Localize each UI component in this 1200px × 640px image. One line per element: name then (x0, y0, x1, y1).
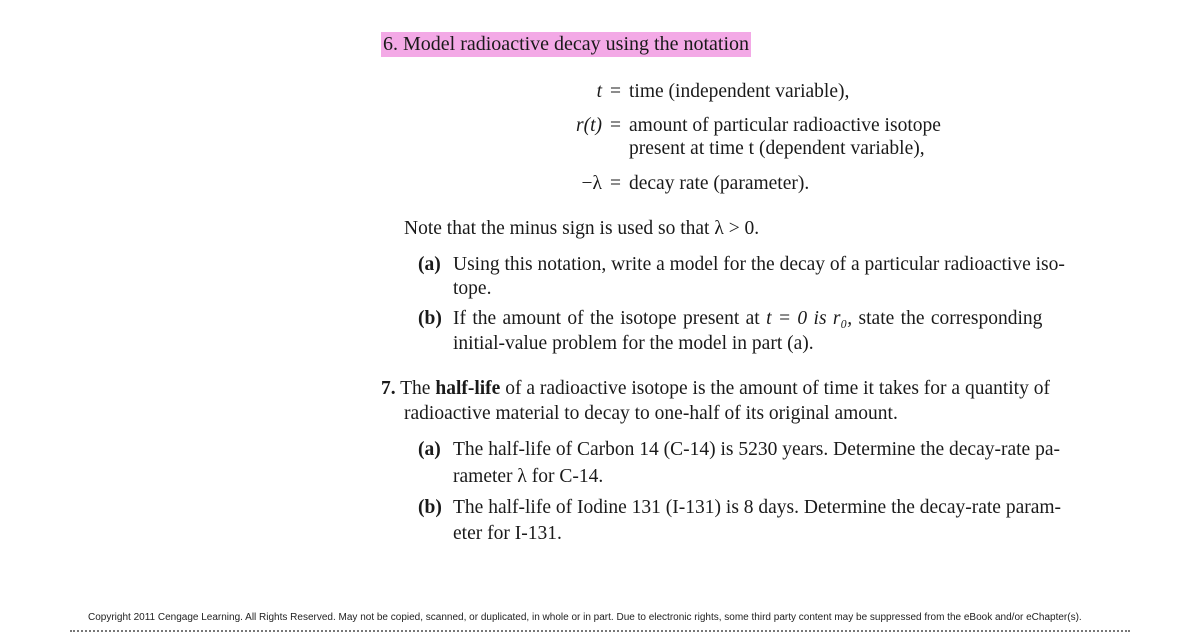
part-7a-line2: rameter λ for C-14. (453, 466, 604, 487)
part-6b-label: (b) (418, 308, 442, 329)
part-7b-label: (b) (418, 497, 442, 518)
part-6b-line1-math: t = 0 is r₀, (766, 308, 853, 329)
problem-7-number: 7. (381, 378, 396, 399)
part-6b-line2: initial-value problem for the model in part (a). (453, 333, 814, 354)
note-math: λ > 0. (714, 218, 760, 239)
part-7a-line1: The half-life of Carbon 14 (C-14) is 5230 years. Determine the decay-rate pa- (453, 439, 1060, 460)
part-6b-line1 (453, 307, 1042, 331)
notation-rhs-r-line1: amount of particular radioactive isotope (629, 115, 941, 136)
copyright-notice: Copyright 2011 Cengage Learning. All Rights Reserved. May not be copied, scanned, or duplicated, in whole or in part. Due to electronic rights, some third party content may be suppressed from the eBook and/or eChapter(s). (88, 612, 1082, 623)
notation-equals-1: = (610, 81, 621, 102)
problem-6-heading: 6. Model radioactive decay using the notation (383, 33, 750, 55)
notation-equals-3: = (610, 173, 621, 194)
part-7a-label: (a) (418, 439, 441, 460)
notation-rhs-t: time (independent variable), (629, 81, 850, 102)
part-6a-line2: tope. (453, 278, 492, 299)
problem-7-line2: radioactive material to decay to one-half of its original amount. (404, 403, 898, 424)
problem-7-line1 (381, 377, 1050, 401)
part-6a-line1: Using this notation, write a model for the decay of a particular radioactive iso- (453, 254, 1065, 275)
notation-rhs-r-line2: present at time t (dependent variable), (629, 138, 925, 159)
notation-lhs-t: t (596, 81, 602, 102)
problem-7-line1-rest: of a radioactive isotope is the amount of time it takes for a quantity of (500, 378, 1050, 399)
notation-equals-2: = (610, 115, 621, 136)
notation-lhs-r: r(t) (576, 115, 602, 136)
part-7b-line1: The half-life of Iodine 131 (I-131) is 8 days. Determine the decay-rate param- (453, 497, 1062, 518)
notation-rhs-lambda: decay rate (parameter). (629, 173, 810, 194)
part-6b-line1-pre: If the amount of the isotope present at (453, 308, 767, 329)
part-6b-line1-post: state the corresponding (852, 308, 1043, 329)
part-6a-label: (a) (418, 254, 441, 275)
notation-lhs-lambda: −λ (581, 173, 602, 194)
part-7b-line2: eter for I-131. (453, 523, 562, 544)
half-life-term: half-life (435, 378, 501, 399)
note-prefix: Note that the minus sign is used so that (404, 218, 715, 239)
note-text (404, 217, 759, 241)
problem-7-the: The (395, 378, 436, 399)
cutoff-footer-text (70, 628, 1130, 640)
